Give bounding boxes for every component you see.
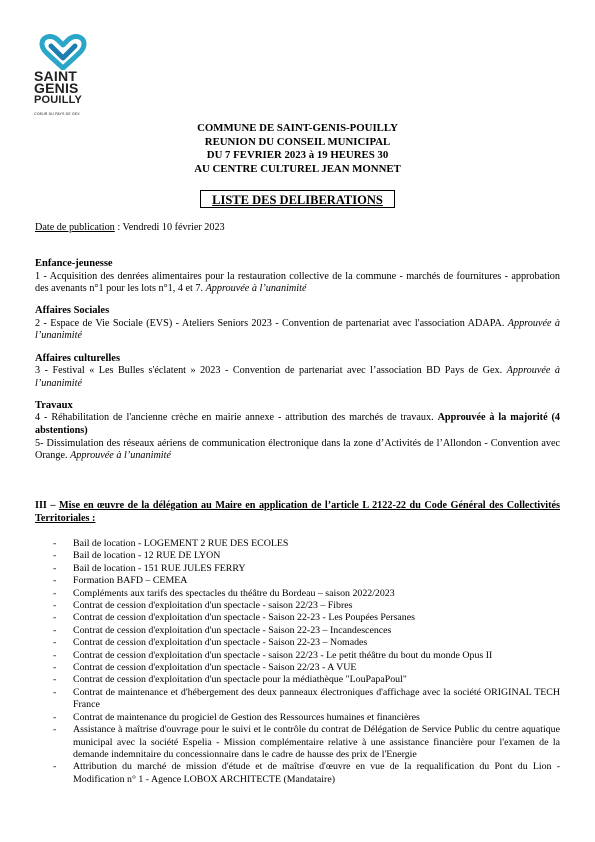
list-item <box>35 650 560 662</box>
list-item <box>35 588 560 600</box>
part-three-title: Mise en œuvre de la délégation au Maire en application de l’article L 2122-22 du Code Général des Collectivités Territoriales : <box>35 500 560 524</box>
deliberation-item <box>35 412 560 437</box>
list-dash: - <box>53 637 57 649</box>
list-dash: - <box>53 550 57 562</box>
list-item-text: Contrat de cession d'exploitation d'un spectacle - saison 22/23 – Fibres <box>73 600 353 612</box>
document-title-text: LISTE DES DELIBERATIONS <box>212 193 383 207</box>
list-dash: - <box>53 761 57 773</box>
publication-label: Date de publication <box>35 222 115 233</box>
section-title: Affaires Sociales <box>35 305 110 317</box>
publication-separator: : <box>114 222 123 233</box>
part-three-heading <box>35 500 560 525</box>
list-item-text: Contrat de cession d'exploitation d'un spectacle - saison 22/23 - Le petit théâtre du bout du monde Opus II <box>73 649 493 661</box>
list-dash: - <box>53 674 57 686</box>
deliberation-sections <box>35 258 560 472</box>
list-item <box>35 600 560 612</box>
section-enfance-jeunesse <box>35 258 560 296</box>
list-dash: - <box>53 612 57 624</box>
section-title: Affaires culturelles <box>35 352 121 364</box>
deliberation-item <box>35 318 560 343</box>
list-item-text: Bail de location - 12 RUE DE LYON <box>73 550 221 562</box>
list-item <box>35 662 560 674</box>
list-item-text: Bail de location - LOGEMENT 2 RUE DES ECOLES <box>73 538 289 549</box>
deliberation-text: 1 - Acquisition des denrées alimentaires pour la restauration collective de la commune - marchés de fournitures - approbation des avenants n°1 pour les lots n°1, 4 et 7. <box>35 270 560 295</box>
list-item <box>35 761 560 786</box>
list-item-text: Contrat de cession d'exploitation d'un spectacle - Saison 22-23 – Incandescences <box>73 624 392 636</box>
list-item-text: Contrat de maintenance et d'hébergement des deux panneaux électroniques d'affichage avec la société ORIGINAL TECH France <box>73 686 560 711</box>
section-travaux <box>35 400 560 463</box>
section-affaires-culturelles <box>35 353 560 391</box>
part-three-prefix: III – <box>35 500 60 511</box>
list-item-text: Bail de location - 151 RUE JULES FERRY <box>73 562 246 574</box>
list-item-text: Contrat de cession d'exploitation d'un spectacle - Saison 22-23 - Les Poupées Persanes <box>73 612 415 624</box>
deliberation-status: Approuvée à l’unanimité <box>70 450 171 462</box>
deliberation-item <box>35 438 560 463</box>
header-line-1: COMMUNE DE SAINT-GENIS-POUILLY <box>197 122 398 134</box>
logo-tagline: COEUR DU PAYS DE GEX <box>34 112 80 116</box>
deliberation-status: Approuvée à l’unanimité <box>205 283 307 295</box>
header-line-3: DU 7 FEVRIER 2023 à 19 HEURES 30 <box>206 149 389 161</box>
list-dash: - <box>53 600 57 612</box>
list-dash: - <box>53 724 57 736</box>
list-item-text: Attribution du marché de mission d'étude et de maîtrise d'œuvre en vue de la requalification du Pont du Lion - Modification n° 1 - Agence LOBOX ARCHITECTE (Mandataire) <box>73 761 560 785</box>
header-line-2: REUNION DU CONSEIL MUNICIPAL <box>204 135 391 148</box>
list-item <box>35 538 560 550</box>
list-item-text: Compléments aux tarifs des spectacles du théâtre du Bordeau – saison 2022/2023 <box>73 587 395 599</box>
list-item <box>35 637 560 649</box>
meeting-header <box>0 122 595 176</box>
list-dash: - <box>53 686 57 698</box>
deliberation-text: 4 - Réhabilitation de l'ancienne crèche en mairie annexe - attribution des marchés de travaux. <box>35 412 438 424</box>
list-item <box>35 712 560 724</box>
part-three-title-wrap <box>35 500 560 524</box>
list-dash: - <box>53 587 57 599</box>
list-item <box>35 724 560 761</box>
town-logo <box>34 34 98 120</box>
deliberation-text: 5- Dissimulation des réseaux aériens de communication électronique dans la zone d’Activités de l’Allondon - Convention avec Orange. <box>35 437 560 462</box>
list-item <box>35 550 560 562</box>
list-item-text: Formation BAFD – CEMEA <box>73 575 188 587</box>
list-item <box>35 674 560 686</box>
list-dash: - <box>53 711 57 723</box>
deliberation-status: Approuvée à l’unanimité <box>35 365 560 389</box>
list-item-text: Contrat de cession d'exploitation d'un spectacle - Saison 22/23 - A VUE <box>73 662 357 674</box>
list-item-text: Contrat de cession d'exploitation d'un spectacle pour la médiathèque "LouPapaPoul" <box>73 674 407 686</box>
list-dash: - <box>53 662 57 674</box>
publication-value: Vendredi 10 février 2023 <box>122 222 225 233</box>
deliberation-status: Approuvée à l’unanimité <box>35 317 560 342</box>
list-item-text: Contrat de cession d'exploitation d'un spectacle - Saison 22-23 – Nomades <box>73 637 368 649</box>
list-dash: - <box>53 624 57 636</box>
logo-line-2: GENIS <box>34 80 79 96</box>
delegation-list <box>35 538 560 786</box>
deliberation-text: 2 - Espace de Vie Sociale (EVS) - Ateliers Seniors 2023 - Convention de partenariat avec l'association ADAPA. <box>35 317 508 329</box>
deliberation-item <box>35 365 560 390</box>
document-title <box>200 190 395 208</box>
list-dash: - <box>53 538 57 549</box>
list-item-text: Contrat de maintenance du progiciel de Gestion des Ressources humaines et financières <box>73 711 420 723</box>
section-affaires-sociales <box>35 305 560 343</box>
list-item-text: Assistance à maîtrise d'ouvrage pour le suivi et le contrôle du contrat de Délégation de Service Public du centre aquatique municipal avec la société Espelia - Mission complémentaire relative à une assistance financière pour l'examen de la demande indemnitaire du concessionnaire dans le cadre de hausse des prix de l'Energie <box>73 724 560 760</box>
deliberation-status: Approuvée à la majorité (4 abstentions) <box>35 412 560 437</box>
section-title: Travaux <box>35 399 73 411</box>
list-dash: - <box>53 575 57 587</box>
header-line-4: AU CENTRE CULTUREL JEAN MONNET <box>194 162 401 175</box>
list-dash: - <box>53 649 57 661</box>
list-item <box>35 575 560 587</box>
deliberation-text: 3 - Festival « Les Bulles s'éclatent » 2023 - Convention de partenariat avec l’association BD Pays de Gex. <box>35 365 507 377</box>
list-dash: - <box>53 562 57 574</box>
deliberation-item <box>35 271 560 296</box>
logo-line-1: SAINT <box>34 68 77 84</box>
list-item <box>35 563 560 575</box>
publication-date <box>35 222 225 233</box>
logo-line-3: POUILLY <box>34 94 83 106</box>
section-title: Enfance-jeunesse <box>35 258 113 269</box>
heart-logo-icon <box>34 34 92 70</box>
list-item <box>35 612 560 624</box>
list-item <box>35 625 560 637</box>
list-item <box>35 687 560 712</box>
